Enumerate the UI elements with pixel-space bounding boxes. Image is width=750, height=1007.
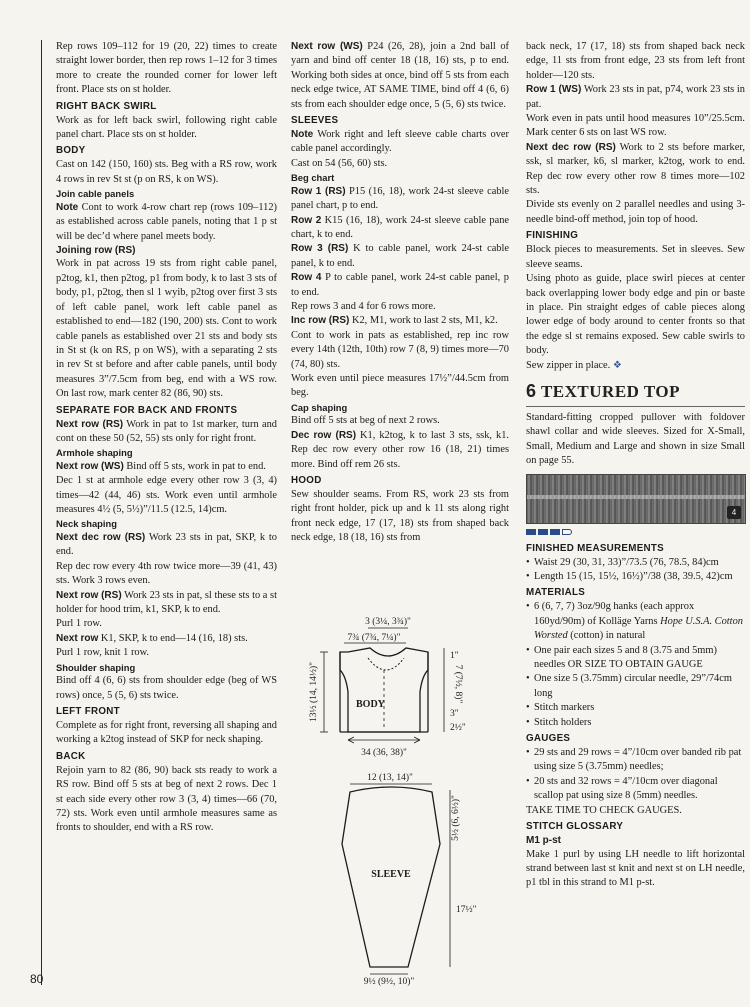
heading-sleeves: SLEEVES [291,115,339,127]
material-markers-text: Stitch markers [534,702,595,714]
text-join-note-body: Cont to work 4-row chart rep (rows 109–112) as established across cable panels, noting that 1 p st will be dec’d where panel meets body. [56,201,277,242]
text-neck-4: Purl 1 row. [56,618,102,630]
label-row-4: Row 4 [291,272,322,284]
measurement-length-text: Length 15 (15, 15½, 16½)”/38 (38, 39.5, 42)cm [534,570,733,582]
text-cap: Bind off 5 sts at beg of next 2 rows. [291,415,440,427]
text-right-back-swirl: Work as for left back swirl, following right cable panel chart. Place sts on st holder. [56,114,277,141]
subheading-neck: Neck shaping [56,518,117,530]
text-back-neck-body: P24 (26, 28), join a 2nd ball of yarn and bind off center 18 (18, 16) sts, p to end. Working both sides at once, bind off 5 sts from each neck edge twice, AT SAME TIME, bind off 4 (6, 6) sts from each shoulder edge once, 5 (5, 6) sts twice. [291,41,509,110]
label-cap-height: 5½ (6, 6½)" [451,795,461,841]
text-block: Block pieces to measurements. Set in sleeves. Sew sleeve seams. [526,244,745,270]
text-intro: Standard-fitting cropped pullover with foldover shawl collar and wide sleeves. Sized for X-Small, Small, Medium and Large and shown in size Small on page 55. [526,411,745,467]
text-neck-5-body: K1, SKP, k to end—14 (16, 18) sts. [98,632,248,644]
heading-back: BACK [56,750,86,762]
text-sleeves-note [291,128,509,157]
label-note: Note [291,129,314,141]
label-sleeve-length: 17½" [456,905,477,915]
label-next-row: Next row [56,632,99,644]
text-armhole-1 [56,460,277,474]
subheading-m1p: M1 p-st [526,835,561,847]
project-number: 6 [526,380,537,401]
text-hood-dec [526,141,745,199]
text-take-time: TAKE TIME TO CHECK GAUGES. [526,804,682,816]
measurement-length: • Length 15 (15, 15½, 16½)”/38 (38, 39.5, 42)cm [526,570,733,582]
material-needles: • One pair each sizes 5 and 8 (3.75 and 5mm) needles OR SIZE TO OBTAIN GAUGE [526,644,717,670]
text-row-3-body: K to cable panel, work 24-st cable panel, k to end. [291,243,509,269]
heading-finishing: FINISHING [526,230,579,242]
label-armhole-depth: 7 (7½, 8)" [453,664,463,704]
text-neck-1 [56,531,277,560]
text-neck-3 [56,589,277,618]
text-hood-cont: back neck, 17 (17, 18) sts from shaped back neck edge, 11 sts from front edge, 23 sts from left front holder—120 sts. [526,41,745,81]
text-hood-row-1 [526,83,745,112]
label-row-2: Row 2 [291,214,322,226]
gauge-1-text: 29 sts and 29 rows = 4”/10cm over banded rib pat using size 5 (3.75mm) needles; [534,747,742,773]
end-mark-icon: ❖ [612,359,622,371]
schematic-diagram [296,612,526,987]
text-hood-even: Work even in pats until hood measures 10”/25.5cm. Mark center 6 sts on last WS row. [526,113,745,139]
text-work-even: Work even until piece measures 17½”/44.5cm from beg. [291,373,509,399]
material-yarn: • 6 (6, 7, 7) 3oz/90g hanks (each approx 160yd/90m) of Kolläge Yarns Hope U.S.A. Cotton Worsted (cotton) in natural [526,601,743,642]
text-armhole-2: Dec 1 st at armhole edge every other row 3 (3, 4) times—42 (44, 46) sts. Work even until armhole measures 4½ (5, 5½)”/11.5 (12.5, 14)cm. [56,475,277,516]
text-rep-rows: Rep rows 109–112 for 19 (20, 22) times to create straight lower border, then rep rows 1–12 for 3 times more to create the rounded corner for lower left front. Place sts on st holder. [56,41,277,96]
material-holders-text: Stitch holders [534,716,592,728]
text-neck-5 [56,632,277,646]
text-back-neck [291,40,509,112]
text-hood: Sew shoulder seams. From RS, work 23 sts from right front holder, pick up and k 11 sts along right front neck edge, 17 (17, 18) sts from shaped back neck edge, 18 (18, 16) sts from [291,488,509,544]
material-yarn-text: 6 (6, 7, 7) 3oz/90g hanks (each approx 160yd/90m) of Kolläge Yarns [534,601,695,627]
text-inc-row-body: K2, M1, work to last 2 sts, M1, k2. [349,315,498,327]
text-dec-row [291,429,509,472]
heading-hood: HOOD [291,474,322,486]
subheading-armhole: Armhole shaping [56,447,133,459]
text-body: Cast on 142 (150, 160) sts. Beg with a RS row, work 4 rows in rev St st (p on RS, k on WS). [56,159,277,185]
material-yarn-name: Hope U.S.A. Cotton Worsted [534,615,743,642]
text-join-note [56,201,277,244]
heading-stitch-glossary: STITCH GLOSSARY [526,821,624,833]
heading-materials: MATERIALS [526,587,586,599]
label-sleeve: SLEEVE [371,869,411,880]
heading-right-back-swirl: RIGHT BACK SWIRL [56,100,157,112]
skill-level-icon [526,528,745,536]
heading-gauges: GAUGES [526,733,571,745]
text-divide: Divide sts evenly on 2 parallel needles and using 3-needle bind-off method, join top of hood. [526,199,745,225]
text-neck-2: Rep dec row every 4th row twice more—39 (41, 43) sts. Work 3 rows even. [56,560,277,587]
text-row-3 [291,242,509,271]
text-row-2 [291,214,509,243]
label-inc-row: Inc row (RS) [291,315,350,327]
measurement-waist-text: Waist 29 (30, 31, 33)”/73.5 (76, 78.5, 84)cm [534,556,719,568]
project-name: TEXTURED TOP [540,381,681,401]
label-joining-row: Joining row (RS) [56,244,136,256]
text-row-4 [291,271,509,300]
text-sleeves-note-body: Work right and left sleeve cable charts over cable panel accordingly. [291,129,509,155]
label-body-side: 13½ (14, 14½)" [309,661,319,723]
label-row-1-ws: Row 1 (WS) [526,84,582,96]
label-row-1: Row 1 (RS) [291,185,346,197]
sleeve-schematic [342,772,477,987]
label-next-row-ws: Next row (WS) [291,41,363,52]
label-dec-row: Dec row (RS) [291,429,357,441]
text-row-4-body: P to cable panel, work 24-st cable panel, p to end. [291,272,509,298]
swatch-badge: 4 [727,506,741,519]
label-sleeve-top: 12 (13, 14)" [367,773,413,783]
body-schematic [308,616,466,758]
text-neck-3-body: Work 23 sts in pat, sl these sts to a st holder for hood trim, k1, SKP, k to end. [56,589,277,615]
text-hood-dec-body: Work to 2 sts before marker, ssk, sl marker, k6, sl marker, k2tog, work to end. Rep dec row every other row 8 times more—102 sts. [526,141,745,197]
gauge-2-text: 20 sts and 32 rows = 4”/10cm over diagonal scallop pat using size 8 (5mm) needles. [534,775,718,802]
text-separate-body: Work in pat to 1st marker, turn and cont on these 50 (52, 55) sts only for right front. [56,418,278,444]
text-rep-rows-3-4: Rep rows 3 and 4 for 6 rows more. [291,301,436,312]
label-top-width: 7¾ (7¾, 7¼)" [347,633,401,643]
text-using-photo: Using photo as guide, place swirl pieces at center back overlapping lower body edge and pin or baste in place. Pin straight edges of cable pieces along lower edge of body around to center fronts so that the edge sl st remains exposed. Sew cable swirls to body. [526,273,745,357]
label-next-row-ws: Next row (WS) [56,460,124,472]
label-body: BODY [356,699,385,710]
margin-rule [41,40,42,985]
heading-left-front: LEFT FRONT [56,705,120,717]
subheading-join-cable-panels: Join cable panels [56,188,135,200]
text-row-1 [291,185,509,214]
text-neck-6: Purl 1 row, knit 1 row. [56,647,150,659]
text-hood-row-1-body: Work 23 sts in pat, p74, work 23 sts in pat. [526,84,745,110]
heading-finished-measurements: FINISHED MEASUREMENTS [526,542,665,554]
material-holders: • Stitch holders [526,716,592,728]
text-dec-row-body: K1, k2tog, k to last 3 sts, ssk, k1. Rep dec row every other row 16 (18, 21) times more. Bind off rem 26 sts. [291,429,509,470]
label-lower-1: 3" [450,709,459,719]
text-zipper [526,359,745,373]
project-title [526,381,745,407]
text-cont-pats: Cont to work in pats as established, rep inc row every 14th (12th, 10th) row 7 (8, 9) times more—70 (74, 80) sts. [291,329,509,370]
label-top-neck: 3 (3¼, 3¾)" [365,617,411,627]
page-number: 80 [30,972,44,986]
text-separate [56,418,277,447]
label-lower-2: 2½" [450,723,466,733]
text-row-2-body: K15 (16, 18), work 24-st sleeve cable pane chart, k to end. [291,214,509,240]
label-armhole-height: 1" [450,651,459,661]
text-joining-row: Work in pat across 19 sts from right cable panel, p2tog, k1, then p2tog, p1 from body, k to last 3 sts of body, p1, p2tog, then sl 1 wyib, p2tog over first 3 sts of left cable panel, work left cable panel as established to end—182 (190, 200) sts. Cont to work cable panels as established over 21 sts and body sts in St st (k on RS, p on WS), with a separating 2 sts in rev St st before and after cable panels, until body measures 3”/7.5cm from beg, end with a WS row. On last row, mark center 82 (86, 90) sts. [56,258,277,400]
text-m1p: Make 1 purl by using LH needle to lift horizontal strand between last st knit and next st on LH needle, p1 tbl in this strand to M1 p-st. [526,848,745,889]
heading-separate: SEPARATE FOR BACK AND FRONTS [56,404,238,416]
text-row-1-body: P15 (16, 18), work 24-st sleeve cable panel chart, p to end. [291,185,509,212]
column-1 [56,40,277,836]
text-shoulder: Bind off 4 (6, 6) sts from shoulder edge (beg of WS rows) once, 5 (5, 6) sts twice. [56,675,277,701]
column-2 [291,40,509,546]
subheading-cap-shaping: Cap shaping [291,401,348,413]
label-next-row-rs-2: Next row (RS) [56,589,122,601]
subheading-beg-chart: Beg chart [291,172,335,184]
heading-body: BODY [56,145,86,157]
material-needles-text: One pair each sizes 5 and 8 (3.75 and 5mm) needles OR SIZE TO OBTAIN GAUGE [534,644,717,670]
label-row-3: Row 3 (RS) [291,243,349,255]
text-inc-row [291,314,509,328]
swatch-image [526,474,746,524]
material-circular: • One size 5 (3.75mm) circular needle, 29”/74cm long [526,673,732,699]
material-circular-text: One size 5 (3.75mm) circular needle, 29”/74cm long [534,673,732,699]
label-next-row-rs: Next row (RS) [56,418,124,430]
subheading-shoulder: Shoulder shaping [56,661,136,673]
label-next-dec-row: Next dec row (RS) [526,141,616,153]
gauge-1: • 29 sts and 29 rows = 4”/10cm over banded rib pat using size 5 (3.75mm) needles; [526,747,742,773]
column-3 [526,40,745,891]
text-cast-on: Cast on 54 (56, 60) sts. [291,157,388,169]
text-armhole-1-body: Bind off 5 sts, work in pat to end. [123,460,266,472]
material-yarn-suffix: (cotton) in natural [567,630,646,642]
label-next-dec-row: Next dec row (RS) [56,531,146,543]
text-left-front: Complete as for right front, reversing all shaping and working a k2tog instead of SKP for neck shaping. [56,719,277,746]
measurement-waist: • Waist 29 (30, 31, 33)”/73.5 (76, 78.5, 84)cm [526,556,719,568]
label-body-width: 34 (36, 38)" [361,748,407,758]
text-back: Rejoin yarn to 82 (86, 90) back sts ready to work a RS row. Bind off 5 sts at beg of next 2 rows. Dec 1 st each side every other row 3 (3, 4) times—66 (70, 72) sts. Work even until armhole measures same as fronts to shoulder, end with a RS row. [56,764,277,834]
label-note: Note [56,201,79,213]
label-sleeve-bottom: 9½ (9½, 10)" [363,977,415,987]
text-neck-1-body: Work 23 sts in pat, SKP, k to end. [56,531,277,558]
gauge-2: • 20 sts and 32 rows = 4”/10cm over diagonal scallop pat using size 8 (5mm) needles. [526,775,718,802]
material-markers: • Stitch markers [526,702,595,714]
text-zipper-body: Sew zipper in place. [526,359,611,371]
